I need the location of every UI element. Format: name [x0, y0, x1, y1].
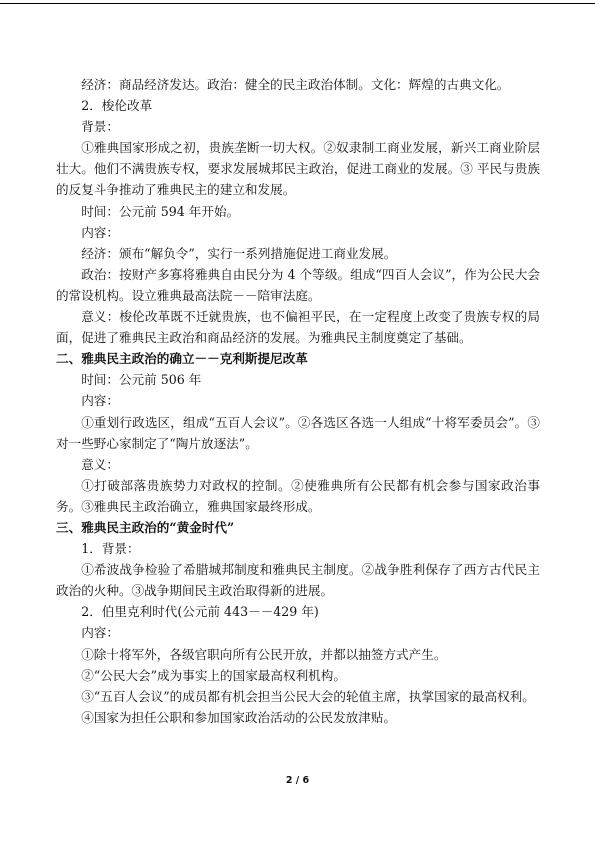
- label-content-2: 内容：: [81, 393, 119, 409]
- header-rule: [0, 3, 595, 4]
- paragraph-solon-economy: 经济：颁布“解负令”，实行一系列措施促进工商业发展。: [81, 245, 397, 261]
- subsection-title-pericles: 2．伯里克利时代(公元前 443－－429 年): [81, 604, 319, 620]
- page-number: 2 / 6: [285, 775, 310, 786]
- section-heading-cleisthenes: 二、雅典民主政治的确立－－克利斯提尼改革: [56, 351, 308, 367]
- subsection-title-solon-reform: 2．梭伦改革: [81, 98, 153, 114]
- section-heading-golden-age: 三、雅典民主政治的“黄金时代”: [56, 519, 235, 535]
- label-background: 背景：: [81, 119, 119, 135]
- list-item-assembly: ②“公民大会”成为事实上的国家最高权利机构。: [81, 667, 346, 683]
- paragraph-solon-politics: 政治：按财产多寡将雅典自由民分为 4 个等级。组成“四百人会议”，作为公民大会的常设机构。设立雅典最高法院－－陪审法庭。: [56, 266, 540, 303]
- list-item-council: ③“五百人会议”的成员都有机会担当公民大会的轮值主席，执掌国家的最高权利。: [81, 688, 535, 704]
- label-significance: 意义：: [81, 456, 119, 472]
- paragraph-cleisthenes-time: 时间：公元前 506 年: [81, 372, 202, 388]
- list-item-offices: ①除十将军外，各级官职向所有公民开放，并都以抽签方式产生。: [81, 646, 447, 662]
- paragraph-solon-significance: 意义：梭伦改革既不迁就贵族，也不偏袒平民，在一定程度上改变了贵族专权的局面，促进了雅典民主政治和商品经济的发展。为雅典民主制度奠定了基础。: [56, 309, 540, 346]
- paragraph-cleisthenes-significance: ①打破部落贵族势力对政权的控制。②使雅典所有公民都有机会参与国家政治事务。③雅典民主政治确立，雅典国家最终形成。: [56, 477, 540, 514]
- paragraph-cleisthenes-content: ①重划行政选区，组成“五百人会议”。②各选区各选一人组成“十将军委员会”。③对一些野心家制定了“陶片放逐法”。: [56, 414, 540, 451]
- label-content-3: 内容：: [81, 625, 119, 641]
- paragraph-classical-culture: 经济：商品经济发达。政治：健全的民主政治体制。文化：辉煌的古典文化。: [81, 77, 510, 92]
- document-body: [56, 74, 540, 728]
- paragraph-golden-age-background: ①希波战争检验了希腊城邦制度和雅典民主制度。②战争胜利保存了西方古代民主政治的火种。③战争期间民主政治取得新的进展。: [56, 562, 540, 599]
- paragraph-solon-background: ①雅典国家形成之初，贵族垄断一切大权。②奴隶制工商业发展，新兴工商业阶层壮大。他们不满贵族专权，要求发展城邦民主政治，促进工商业的发展。③ 平民与贵族的反复斗争推动了雅典民主的建立和发展。: [56, 140, 540, 198]
- paragraph-solon-time: 时间：公元前 594 年开始。: [81, 203, 240, 219]
- label-content: 内容：: [81, 224, 119, 240]
- subsection-title-background: 1．背景：: [81, 541, 140, 557]
- list-item-allowance: ④国家为担任公职和参加国家政治活动的公民发放津贴。: [81, 709, 397, 725]
